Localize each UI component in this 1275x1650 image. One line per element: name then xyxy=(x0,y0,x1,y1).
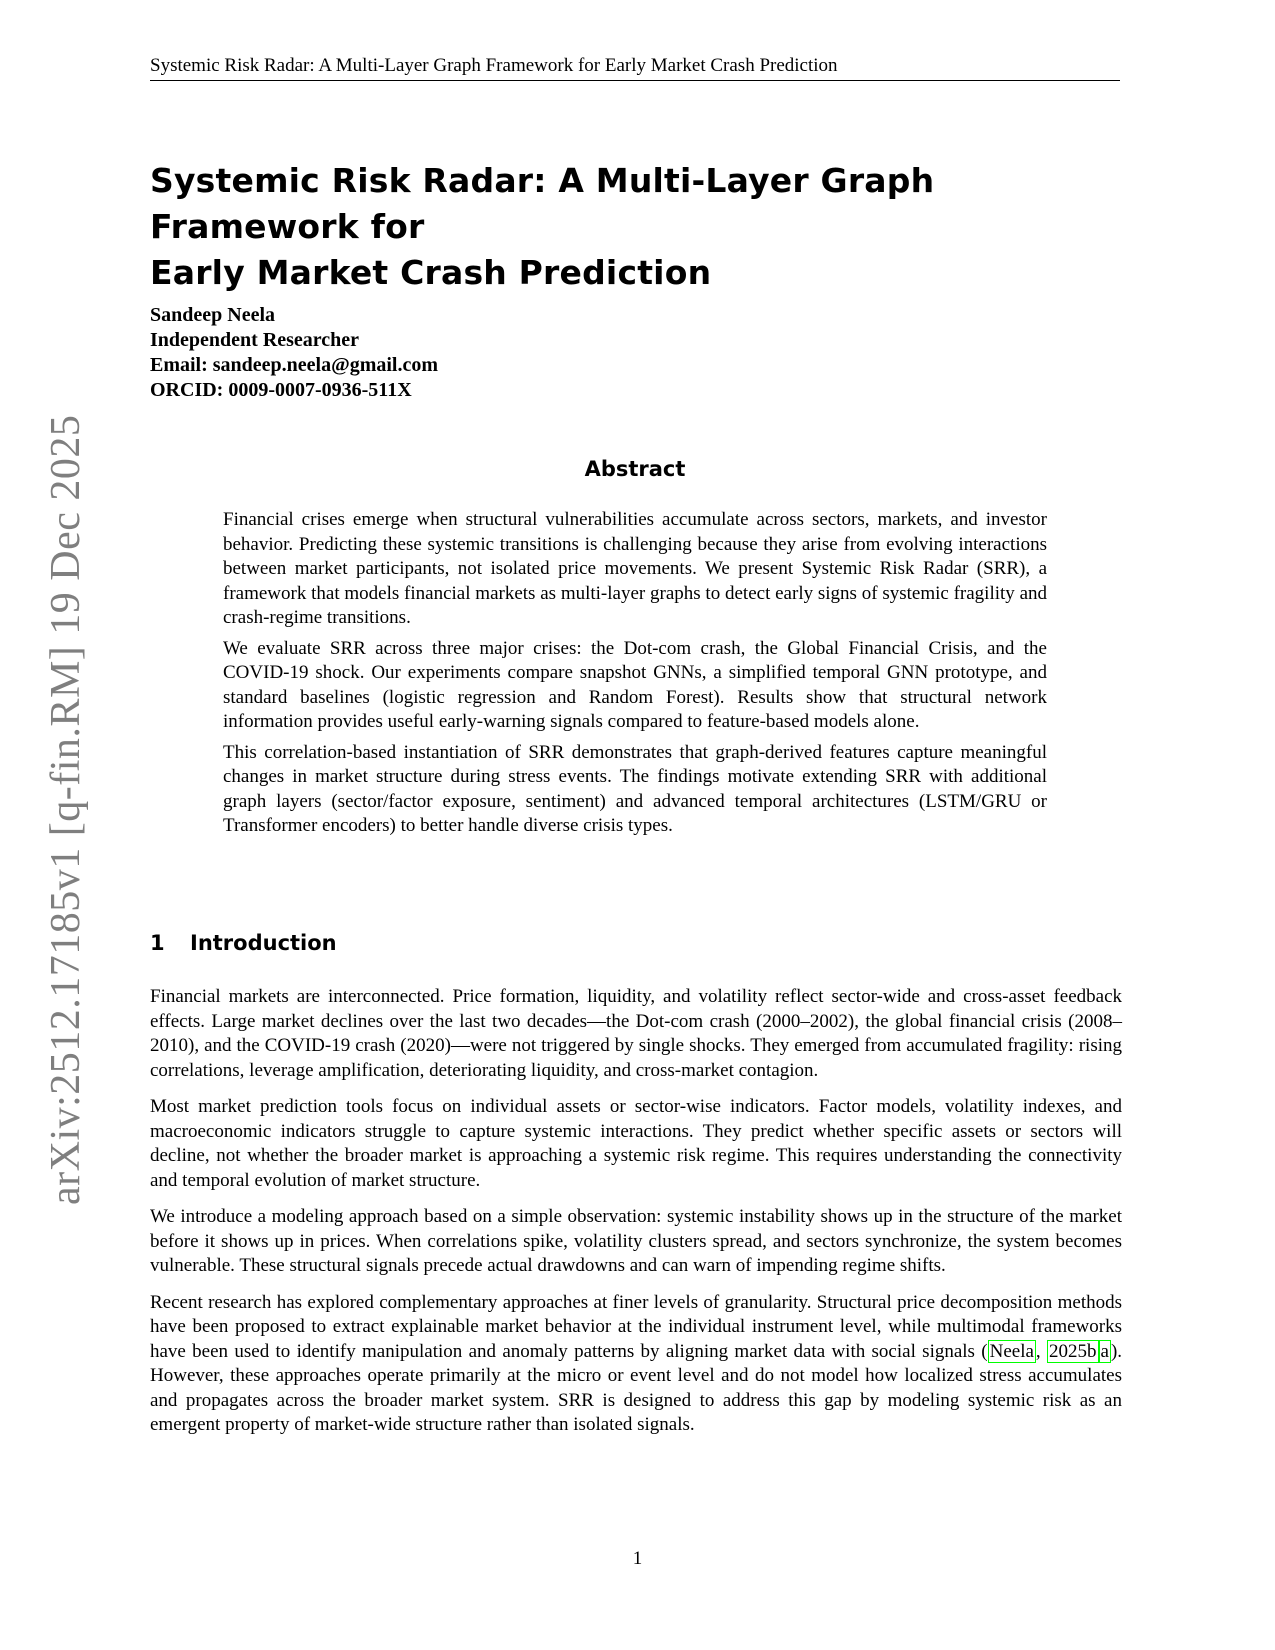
author-orcid: ORCID: 0009-0007-0936-511X xyxy=(150,379,412,401)
author-name: Sandeep Neela xyxy=(150,304,275,326)
abstract xyxy=(223,508,1047,845)
citation-link-neela[interactable]: Neela xyxy=(989,1340,1034,1362)
author-block xyxy=(150,303,438,403)
section-heading-introduction xyxy=(150,930,337,956)
citation-link-2025a[interactable]: a xyxy=(1100,1340,1109,1362)
intro-paragraph: Financial markets are interconnected. Price formation, liquidity, and volatility reflect sector-wide and cross-asset feedback effects. Large market declines over the last two decades—the Dot-com crash (2000–2002), the global financial crisis (2008–2010), and the COVID-19 crash (2020)—were not triggered by single shocks. They emerged from accumulated fragility: rising correlations, leverage amplification, deteriorating liquidity, and cross-market contagion. xyxy=(150,986,1122,1081)
section-number: 1 xyxy=(150,931,165,955)
abstract-paragraph: Financial crises emerge when structural vulnerabilities accumulate across sectors, markets, and investor behavior. Predicting these systemic transitions is challenging because they arise from evolving interactions between market participants, not isolated price movements. We present Systemic Risk Radar (SRR), a framework that models financial markets as multi-layer graphs to detect early signs of systemic fragility and crash-regime transitions. xyxy=(223,509,1047,628)
intro-text: Recent research has explored complementary approaches at finer levels of granularity. Structural price decomposition methods have been proposed to extract explainable market behavior at the individual instrument level, while multimodal frameworks have been used to identify manipulation and anomaly patterns by aligning market data with social signals ( xyxy=(150,1291,1122,1362)
intro-paragraph xyxy=(150,1291,1122,1438)
citation-link-2025b[interactable]: 2025b xyxy=(1049,1340,1097,1362)
title-line-2: Early Market Crash Prediction xyxy=(150,253,712,292)
intro-text: ). However, these approaches operate primarily at the micro or event level and do not model how localized stress accumulates and propagates across the broader market system. SRR is designed to address this gap by modeling systemic risk as an emergent property of market-wide structure rather than isolated signals. xyxy=(150,1340,1123,1435)
title-line-1: Systemic Risk Radar: A Multi-Layer Graph Framework for xyxy=(150,161,935,246)
author-affiliation: Independent Researcher xyxy=(150,329,360,351)
abstract-paragraph: This correlation-based instantiation of SRR demonstrates that graph-derived features capture meaningful changes in market structure during stress events. The findings motivate extending SRR with additional graph layers (sector/factor exposure, sentiment) and advanced temporal architectures (LSTM/GRU or Transformer encoders) to better handle diverse crisis types. xyxy=(223,741,1047,836)
author-email: Email: sandeep.neela@gmail.com xyxy=(150,354,439,376)
intro-paragraph: We introduce a modeling approach based on a simple observation: systemic instability shows up in the structure of the market before it shows up in prices. When correlations spike, volatility clusters spread, and sectors synchronize, the system becomes vulnerable. These structural signals precede actual drawdowns and can warn of impending regime shifts. xyxy=(150,1206,1122,1276)
running-header: Systemic Risk Radar: A Multi-Layer Graph Framework for Early Market Crash Prediction xyxy=(150,54,1120,81)
arxiv-identifier-stamp: arXiv:2512.17185v1 [q-fin.RM] 19 Dec 2025 xyxy=(43,414,89,1205)
introduction-body xyxy=(150,985,1122,1450)
paper-title xyxy=(150,158,1125,296)
citation-separator: , xyxy=(1035,1340,1047,1362)
abstract-heading: Abstract xyxy=(584,457,686,481)
section-title: Introduction xyxy=(190,931,337,955)
intro-paragraph: Most market prediction tools focus on individual assets or sector-wise indicators. Factor models, volatility indexes, and macroeconomic indicators struggle to capture systemic interactions. They predict whether specific assets or sectors will decline, not whether the broader market is approaching a systemic risk regime. This requires understanding the connectivity and temporal evolution of market structure. xyxy=(150,1096,1122,1191)
page-number: 1 xyxy=(632,1548,643,1569)
abstract-paragraph: We evaluate SRR across three major crises: the Dot-com crash, the Global Financial Crisis, and the COVID-19 shock. Our experiments compare snapshot GNNs, a simplified temporal GNN prototype, and standard baselines (logistic regression and Random Forest). Results show that structural network information provides useful early-warning signals compared to feature-based models alone. xyxy=(223,637,1047,732)
